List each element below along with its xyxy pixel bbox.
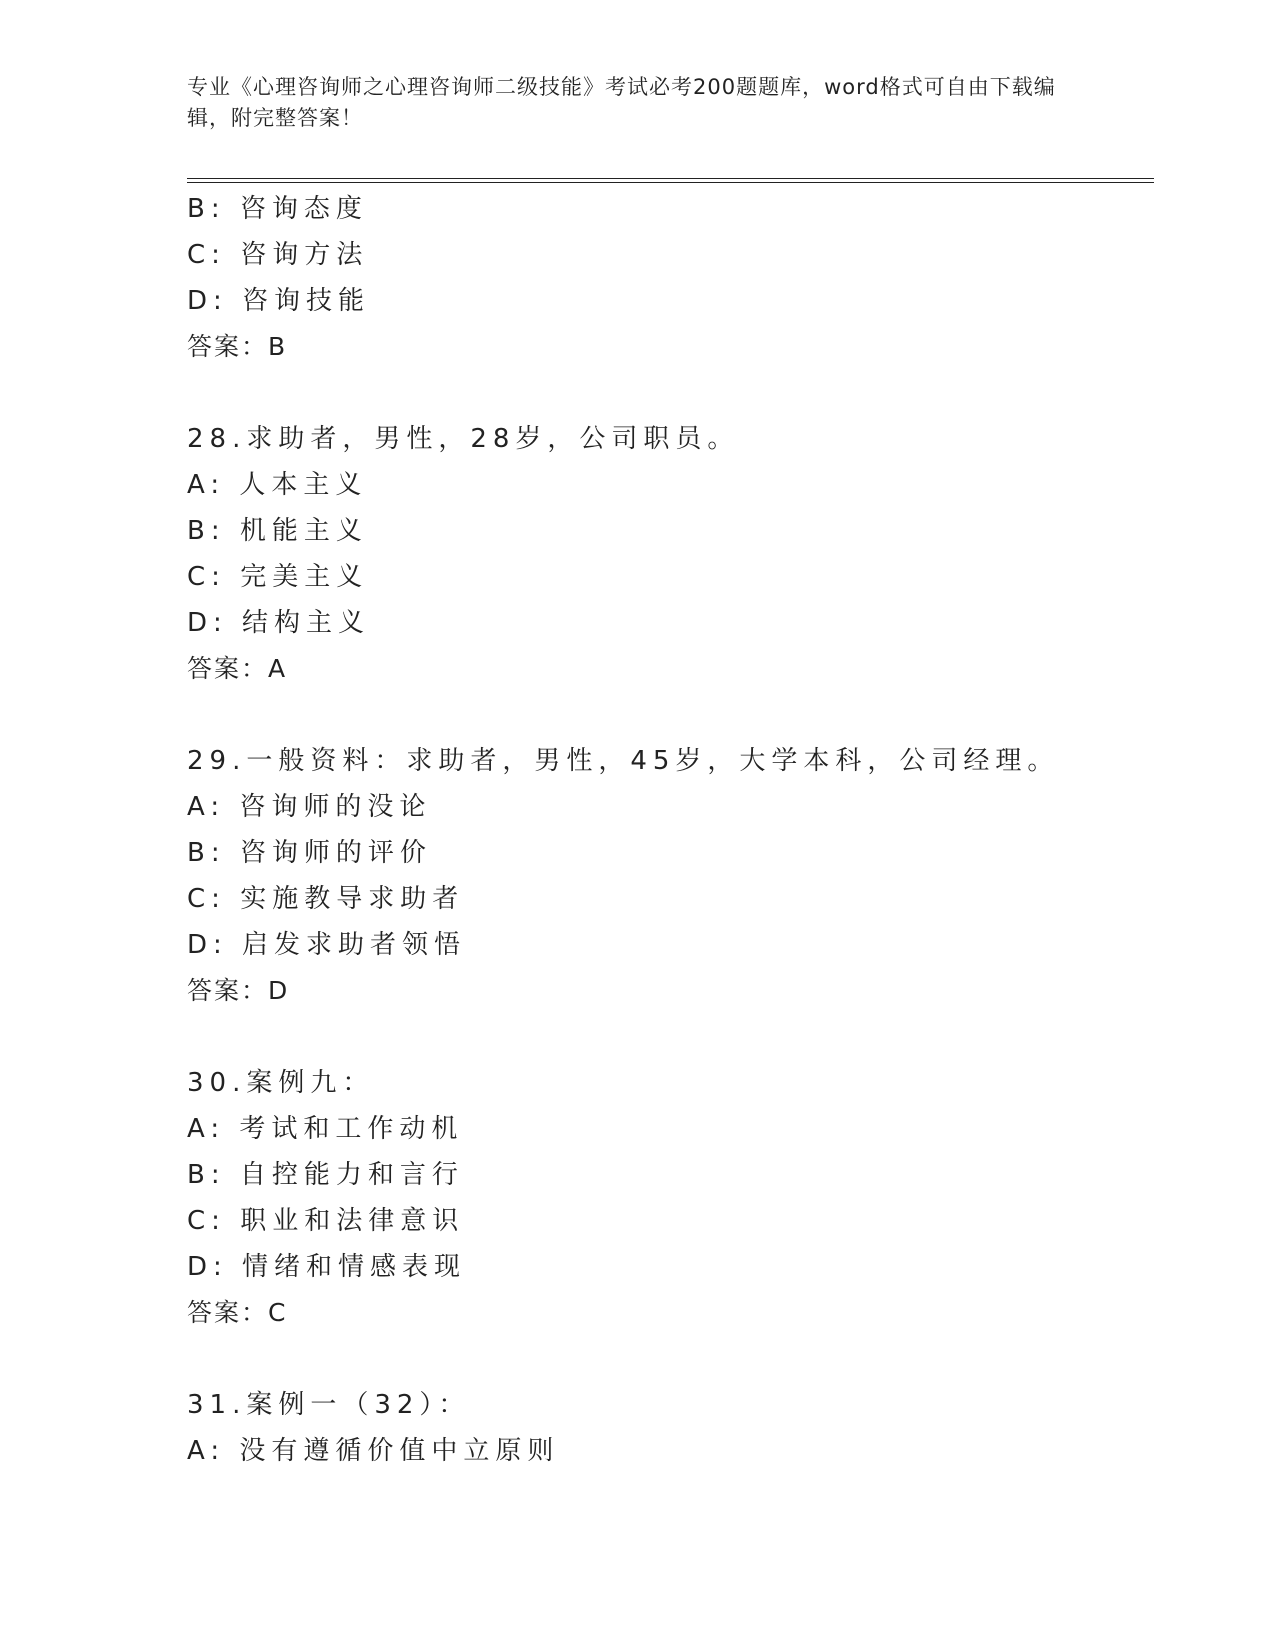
option-d bbox=[187, 922, 1147, 968]
option-label: D: bbox=[187, 608, 243, 638]
option-label: A: bbox=[187, 1114, 240, 1144]
option-text: 完美主义 bbox=[240, 562, 369, 592]
option-b bbox=[187, 508, 1147, 554]
option-c bbox=[187, 876, 1147, 922]
option-text: 职业和法律意识 bbox=[240, 1206, 465, 1236]
option-text: 自控能力和言行 bbox=[239, 1160, 464, 1190]
option-label: D: bbox=[187, 1252, 243, 1282]
option-label: B: bbox=[187, 194, 240, 224]
option-d bbox=[187, 600, 1147, 646]
option-text: 启发求助者领悟 bbox=[242, 930, 467, 960]
spacer bbox=[187, 370, 1147, 416]
header-divider-top bbox=[187, 178, 1154, 179]
question-stem: 29.一般资料：求助者，男性，45岁，大学本科，公司经理。 bbox=[187, 746, 1060, 776]
option-label: D: bbox=[187, 286, 243, 316]
question-stem: 31.案例一（32）： bbox=[187, 1390, 471, 1420]
option-text: 机能主义 bbox=[239, 516, 368, 546]
question-stem: 30.案例九： bbox=[187, 1068, 375, 1098]
option-text: 结构主义 bbox=[242, 608, 371, 638]
option-text: 咨询师的评价 bbox=[239, 838, 432, 868]
option-c bbox=[187, 232, 1147, 278]
answer-line: 答案：D bbox=[187, 976, 290, 1005]
answer-line: 答案：A bbox=[187, 654, 288, 683]
option-text: 咨询态度 bbox=[239, 194, 368, 224]
answer-line: 答案：C bbox=[187, 1298, 288, 1327]
option-text: 咨询技能 bbox=[242, 286, 371, 316]
option-b bbox=[187, 186, 1147, 232]
option-a bbox=[187, 784, 1147, 830]
document-header: 专业《心理咨询师之心理咨询师二级技能》考试必考200题题库，word格式可自由下载编辑，附完整答案！ bbox=[187, 75, 1056, 130]
option-label: B: bbox=[187, 838, 240, 868]
option-text: 考试和工作动机 bbox=[239, 1114, 464, 1144]
option-text: 没有遵循价值中立原则 bbox=[239, 1436, 560, 1466]
spacer bbox=[187, 1014, 1147, 1060]
option-label: A: bbox=[187, 1436, 240, 1466]
option-label: A: bbox=[187, 792, 240, 822]
option-text: 咨询方法 bbox=[240, 240, 369, 270]
question-list bbox=[187, 186, 1147, 1474]
question-stem: 28.求助者，男性，28岁，公司职员。 bbox=[187, 424, 740, 454]
option-text: 咨询师的没论 bbox=[239, 792, 432, 822]
option-label: C: bbox=[187, 884, 241, 914]
option-d bbox=[187, 278, 1147, 324]
option-a bbox=[187, 1106, 1147, 1152]
option-a bbox=[187, 1428, 1147, 1474]
answer-line: 答案：B bbox=[187, 332, 288, 361]
option-label: D: bbox=[187, 930, 243, 960]
spacer bbox=[187, 1336, 1147, 1382]
option-c bbox=[187, 554, 1147, 600]
option-label: C: bbox=[187, 240, 241, 270]
option-label: A: bbox=[187, 470, 240, 500]
option-text: 人本主义 bbox=[239, 470, 368, 500]
option-label: C: bbox=[187, 562, 241, 592]
option-b bbox=[187, 830, 1147, 876]
option-d bbox=[187, 1244, 1147, 1290]
header-divider-bottom bbox=[187, 182, 1154, 183]
option-c bbox=[187, 1198, 1147, 1244]
option-text: 情绪和情感表现 bbox=[242, 1252, 467, 1282]
spacer bbox=[187, 692, 1147, 738]
option-text: 实施教导求助者 bbox=[240, 884, 465, 914]
option-label: B: bbox=[187, 516, 240, 546]
option-a bbox=[187, 462, 1147, 508]
option-label: B: bbox=[187, 1160, 240, 1190]
option-label: C: bbox=[187, 1206, 241, 1236]
option-b bbox=[187, 1152, 1147, 1198]
